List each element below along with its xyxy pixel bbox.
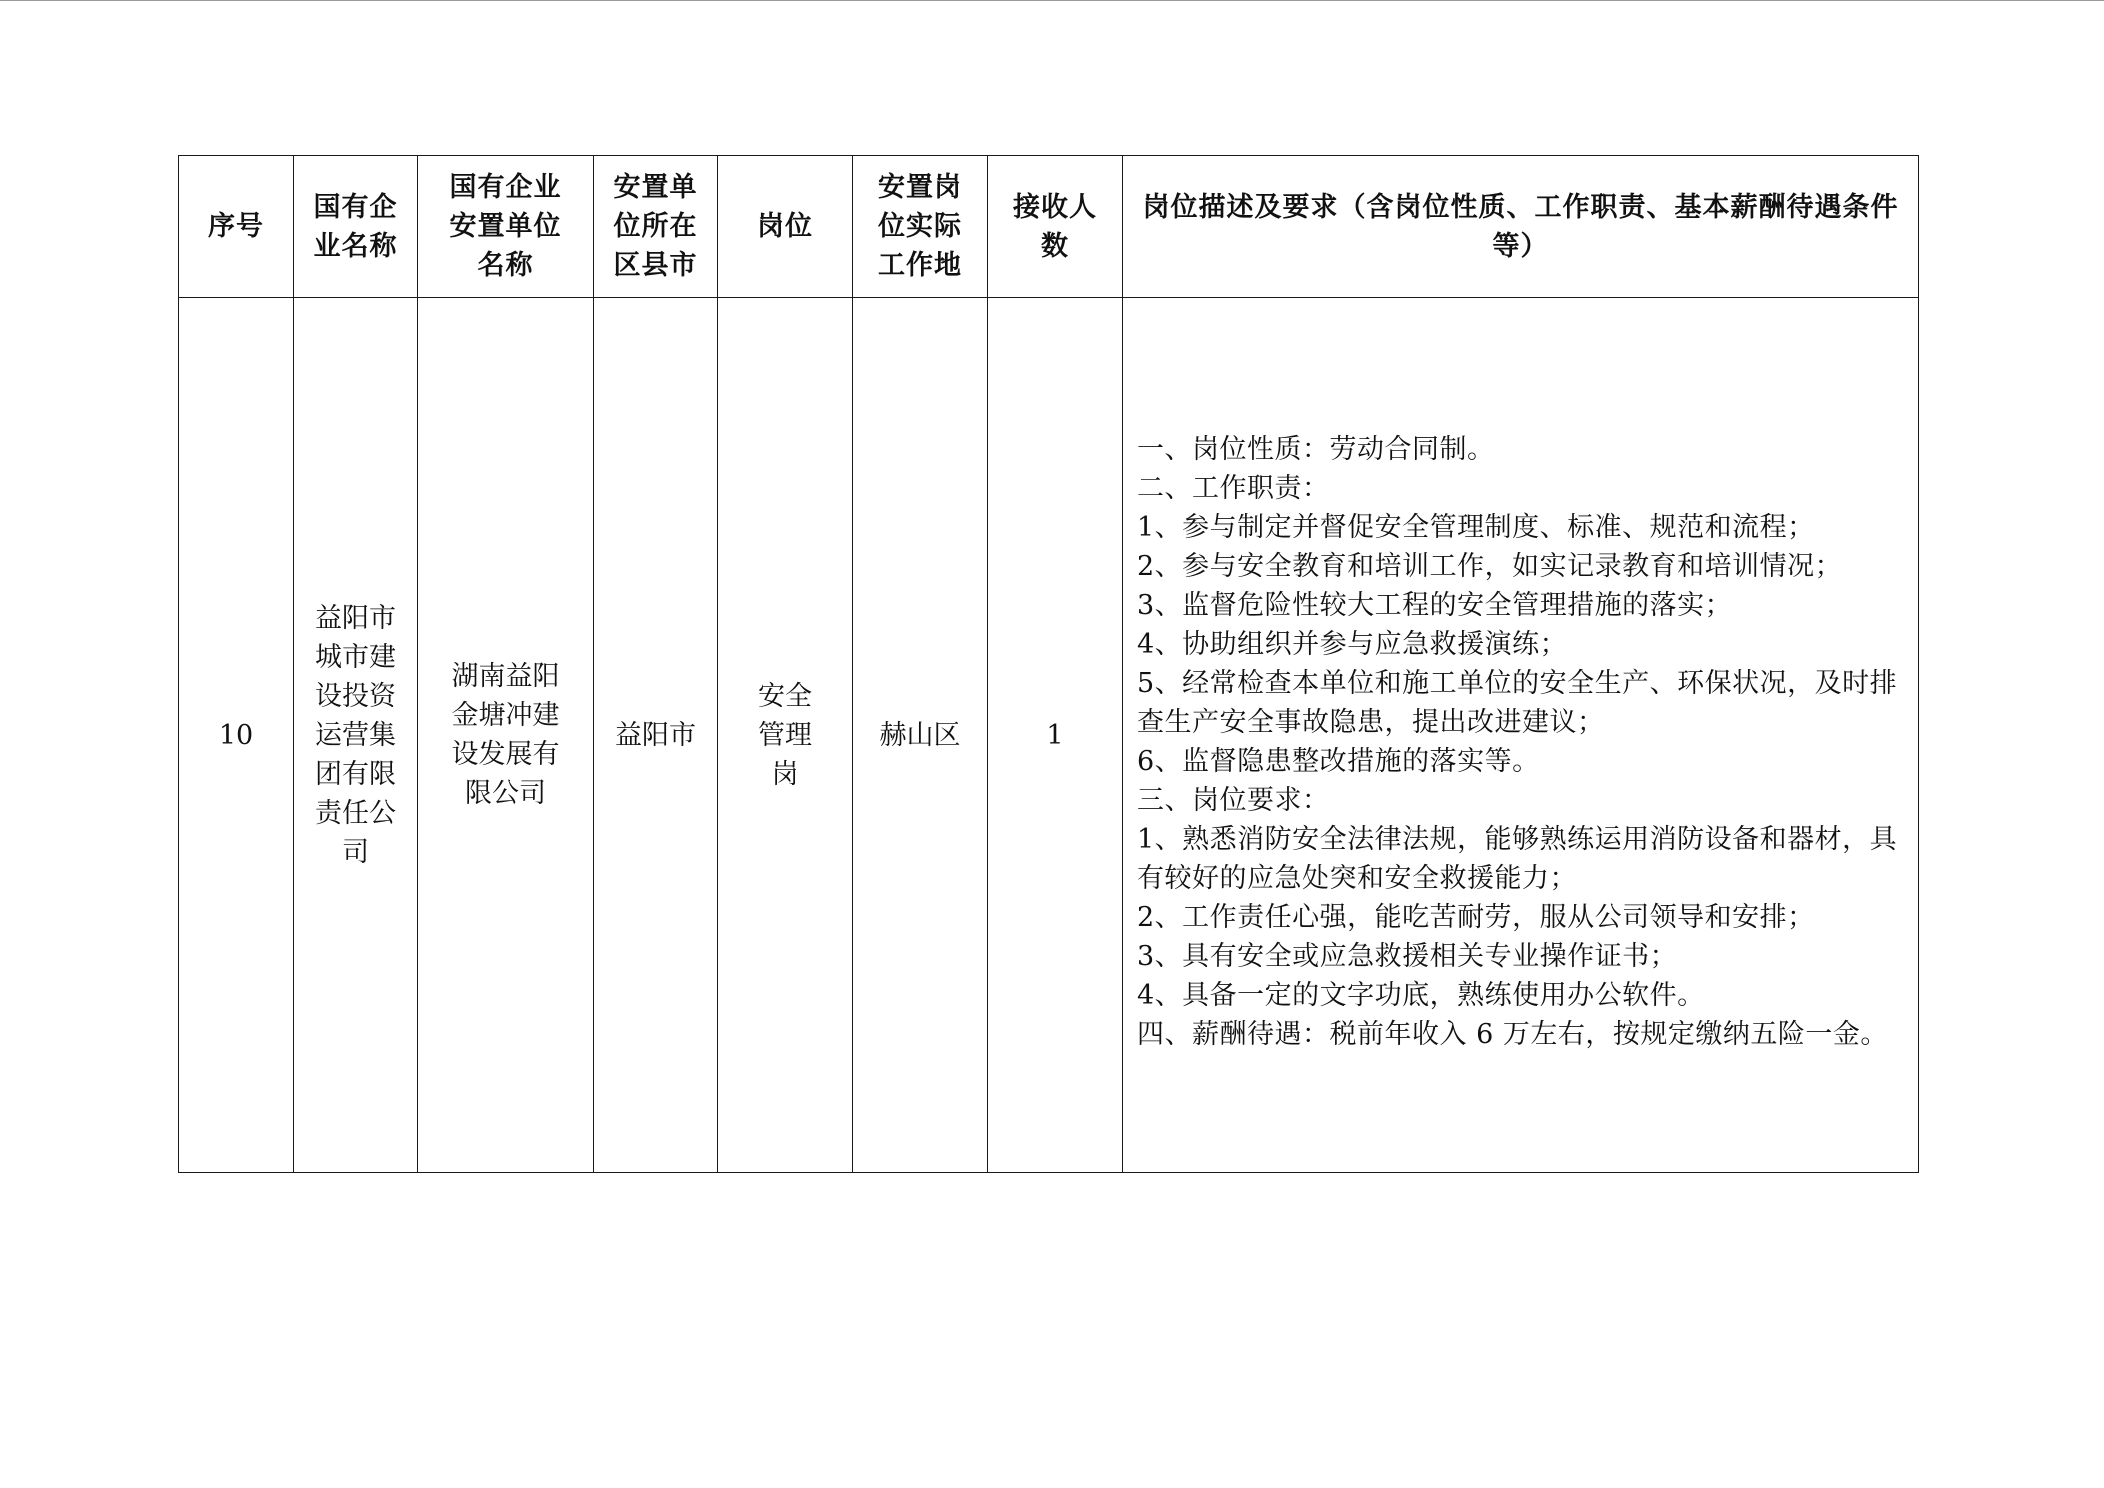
- description-line: 一、岗位性质：劳动合同制。: [1137, 434, 1495, 465]
- description-line: 1、熟悉消防安全法律法规，能够熟练运用消防设备和器材，具有较好的应急处突和安全救援能力；: [1137, 824, 1898, 894]
- cell-description: [1123, 298, 1919, 1173]
- description-line: 4、具备一定的文字功底，熟练使用办公软件。: [1137, 980, 1705, 1011]
- header-position: 岗位: [718, 156, 853, 298]
- description-line: 二、工作职责：: [1137, 473, 1330, 504]
- job-posting-table: [178, 155, 1919, 1173]
- description-line: 三、岗位要求：: [1137, 785, 1330, 816]
- cell-headcount: 1: [988, 298, 1123, 1173]
- page-top-edge: [0, 0, 2104, 1]
- description-block: [1137, 430, 1912, 1054]
- description-line: 6、监督隐患整改措施的落实等。: [1137, 746, 1540, 777]
- cell-workplace: 赫山区: [853, 298, 988, 1173]
- header-district: 安置单位所在区县市: [594, 156, 718, 298]
- header-headcount: 接收人数: [988, 156, 1123, 298]
- description-line: 2、参与安全教育和培训工作，如实记录教育和培训情况；: [1137, 551, 1843, 582]
- description-line: 2、工作责任心强，能吃苦耐劳，服从公司领导和安排；: [1137, 902, 1815, 933]
- description-line: 4、协助组织并参与应急救援演练；: [1137, 629, 1568, 660]
- description-line: 3、具有安全或应急救援相关专业操作证书；: [1137, 941, 1678, 972]
- description-line: 四、薪酬待遇：税前年收入 6 万左右，按规定缴纳五险一金。: [1137, 1019, 1888, 1050]
- description-line: 5、经常检查本单位和施工单位的安全生产、环保状况，及时排查生产安全事故隐患，提出改进建议；: [1137, 668, 1898, 738]
- cell-position: 安全管理岗: [718, 298, 853, 1173]
- description-line: 1、参与制定并督促安全管理制度、标准、规范和流程；: [1137, 512, 1815, 543]
- header-index: 序号: [179, 156, 294, 298]
- description-line: 3、监督危险性较大工程的安全管理措施的落实；: [1137, 590, 1733, 621]
- table-row: [179, 298, 1919, 1173]
- header-unit: 国有企业安置单位名称: [418, 156, 594, 298]
- header-description: 岗位描述及要求（含岗位性质、工作职责、基本薪酬待遇条件等）: [1123, 156, 1919, 298]
- table-header-row: [179, 156, 1919, 298]
- cell-index: 10: [179, 298, 294, 1173]
- cell-enterprise: 益阳市城市建设投资运营集团有限责任公司: [294, 298, 418, 1173]
- cell-unit: 湖南益阳金塘冲建设发展有限公司: [418, 298, 594, 1173]
- header-enterprise: 国有企业名称: [294, 156, 418, 298]
- cell-district: 益阳市: [594, 298, 718, 1173]
- header-workplace: 安置岗位实际工作地: [853, 156, 988, 298]
